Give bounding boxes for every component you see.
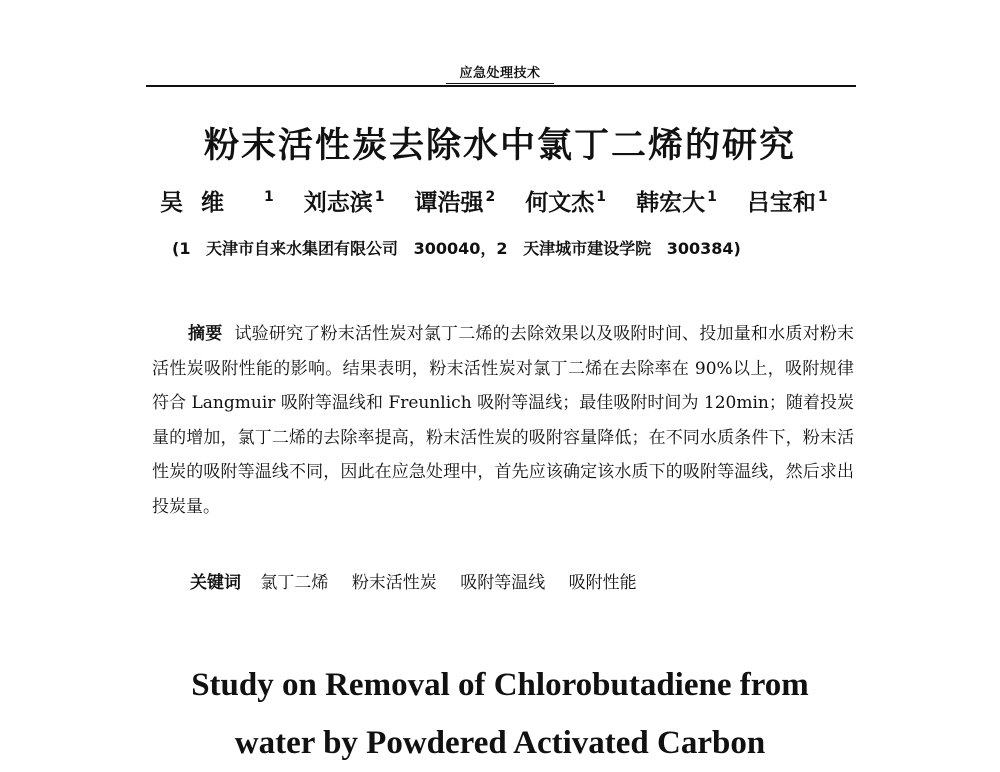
author [636, 190, 717, 216]
keyword: 粉末活性炭 [351, 573, 437, 593]
abstract-label: 摘要 [188, 324, 223, 344]
abstract-text: 试验研究了粉末活性炭对氯丁二烯的去除效果以及吸附时间、投加量和水质对粉末活性炭吸附性能的影响。结果表明，粉末活性炭对氯丁二烯在去除率在 90%以上，吸附规律符合 Langmuir 吸附等温线和 Freunlich 吸附等温线；最佳吸附时间为 120min；随着投炭量的增加，氯丁二烯的去除率提高，粉末活性炭的吸附容量降低；在不同水质条件下，粉末活性炭的吸附等温线不同，因此在应急处理中，首先应该确定该水质下的吸附等温线，然后求出投炭量。 [152, 324, 855, 517]
affiliation-org-1: 天津市自来水集团有限公司 [206, 239, 399, 258]
keyword: 吸附性能 [568, 573, 637, 593]
english-title [0, 656, 1000, 772]
keyword: 吸附等温线 [460, 573, 546, 593]
author [160, 190, 242, 216]
author-affiliation-mark: 1 [264, 189, 274, 206]
affiliation-org-2: 天津城市建设学院 [523, 239, 652, 258]
author-list [160, 184, 860, 217]
author-name: 韩宏大 [636, 190, 706, 216]
keywords [190, 568, 850, 593]
header-underline [446, 83, 554, 84]
author [525, 190, 606, 216]
affiliation-zip-1: 300040，2 [413, 239, 508, 258]
author [415, 190, 496, 216]
english-title-line-2: water by Powdered Activated Carbon [234, 725, 766, 761]
author-affiliation-mark: 1 [374, 189, 385, 206]
affiliation-line [172, 236, 872, 259]
author-name: 谭浩强 [414, 190, 484, 216]
author-name: 何文杰 [525, 190, 595, 216]
author [304, 190, 385, 216]
author-name: 吴维 [160, 190, 242, 216]
affiliation-open: (1 [172, 239, 191, 258]
header-rule [146, 85, 856, 87]
running-header: 应急处理技术 [459, 66, 541, 81]
author-affiliation-mark: 2 [485, 189, 496, 206]
author-affiliation-mark: 1 [596, 189, 607, 206]
author-affiliation-mark: 1 [707, 189, 717, 206]
author-affiliation-mark: 1 [817, 189, 828, 206]
author-name: 刘志滨 [303, 190, 373, 216]
keywords-label: 关键词 [190, 573, 241, 593]
english-title-line-1: Study on Removal of Chlorobutadiene from [191, 667, 809, 703]
affiliation-zip-2: 300384) [666, 239, 741, 258]
keyword: 氯丁二烯 [260, 573, 329, 593]
chinese-title: 粉末活性炭去除水中氯丁二烯的研究 [203, 125, 796, 166]
abstract [152, 317, 854, 524]
author [747, 190, 828, 216]
author-name: 吕宝和 [746, 190, 816, 216]
